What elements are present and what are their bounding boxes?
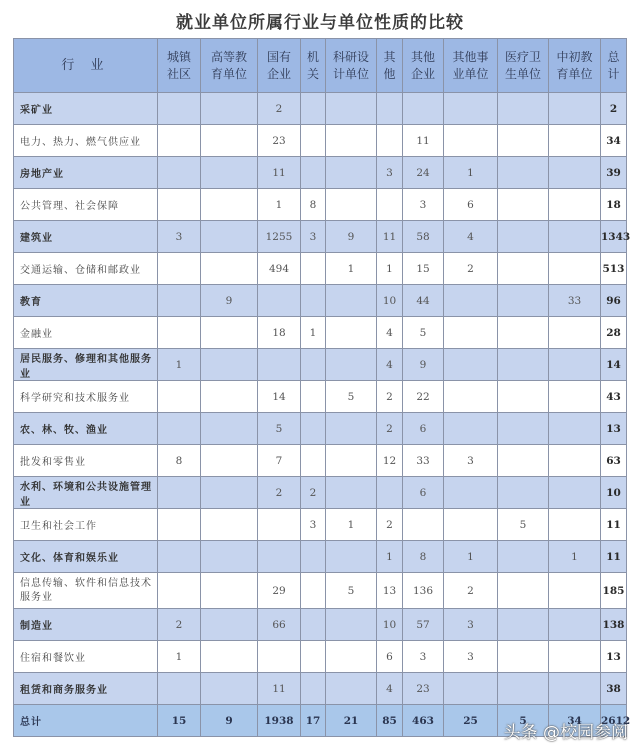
header-label-line: 科研设 — [332, 49, 369, 64]
value-cell: 1 — [377, 541, 403, 573]
value-cell — [444, 317, 498, 349]
value-cell — [301, 445, 326, 477]
header-label-line: 育单位 — [556, 66, 593, 81]
column-total-cell: 1938 — [258, 705, 301, 737]
header-label-line: 高等教 — [210, 49, 247, 64]
value-cell: 1 — [444, 157, 498, 189]
value-cell: 33 — [403, 445, 444, 477]
row-total-cell: 34 — [601, 125, 627, 157]
value-cell — [498, 253, 549, 285]
value-cell — [549, 413, 601, 445]
value-cell: 24 — [403, 157, 444, 189]
column-total-cell: 34 — [549, 705, 601, 737]
value-cell — [158, 93, 201, 125]
value-cell: 5 — [326, 381, 377, 413]
value-cell — [158, 125, 201, 157]
value-cell — [158, 477, 201, 509]
value-cell — [201, 317, 258, 349]
value-cell: 5 — [498, 509, 549, 541]
header-label-line: 总 — [607, 49, 620, 64]
value-cell — [201, 477, 258, 509]
value-cell: 10 — [377, 609, 403, 641]
header-label-line: 计 — [607, 66, 620, 81]
table-row — [14, 221, 627, 253]
value-cell: 3 — [444, 641, 498, 673]
value-cell — [377, 93, 403, 125]
header-label-line: 企业 — [266, 66, 291, 81]
table-row — [14, 189, 627, 221]
value-cell: 2 — [377, 509, 403, 541]
value-cell — [377, 477, 403, 509]
value-cell — [498, 381, 549, 413]
value-cell — [201, 541, 258, 573]
value-cell — [301, 381, 326, 413]
table-row — [14, 381, 627, 413]
value-cell: 10 — [377, 285, 403, 317]
value-cell: 3 — [377, 157, 403, 189]
value-cell — [326, 157, 377, 189]
value-cell — [549, 477, 601, 509]
header-label-line: 医疗卫 — [504, 49, 541, 64]
value-cell — [498, 641, 549, 673]
value-cell: 9 — [326, 221, 377, 253]
value-cell — [258, 641, 301, 673]
value-cell — [377, 189, 403, 221]
value-cell — [201, 157, 258, 189]
value-cell — [549, 609, 601, 641]
value-cell — [326, 673, 377, 705]
value-cell — [549, 221, 601, 253]
value-cell — [301, 157, 326, 189]
value-cell — [326, 125, 377, 157]
value-cell — [258, 349, 301, 381]
value-cell — [201, 509, 258, 541]
value-cell — [444, 93, 498, 125]
industry-name-cell: 租赁和商务服务业 — [14, 673, 158, 705]
value-cell: 5 — [258, 413, 301, 445]
value-cell — [201, 609, 258, 641]
column-total-cell: 2612 — [601, 705, 627, 737]
table-row — [14, 317, 627, 349]
value-cell — [444, 381, 498, 413]
value-cell — [201, 573, 258, 609]
value-cell — [549, 445, 601, 477]
column-header — [201, 39, 258, 93]
value-cell: 3 — [403, 641, 444, 673]
value-cell: 2 — [377, 413, 403, 445]
table-row — [14, 285, 627, 317]
value-cell: 66 — [258, 609, 301, 641]
value-cell: 29 — [258, 573, 301, 609]
value-cell — [301, 125, 326, 157]
value-cell: 3 — [158, 221, 201, 253]
value-cell — [444, 125, 498, 157]
value-cell — [326, 641, 377, 673]
value-cell — [498, 189, 549, 221]
table-row — [14, 573, 627, 609]
header-label-line: 生单位 — [504, 66, 541, 81]
value-cell: 23 — [258, 125, 301, 157]
value-cell — [549, 317, 601, 349]
value-cell — [549, 125, 601, 157]
row-total-cell: 13 — [601, 413, 627, 445]
value-cell: 2 — [258, 477, 301, 509]
value-cell — [158, 381, 201, 413]
row-total-cell: 43 — [601, 381, 627, 413]
column-header — [403, 39, 444, 93]
column-header — [258, 39, 301, 93]
value-cell — [258, 285, 301, 317]
row-total-cell: 10 — [601, 477, 627, 509]
value-cell: 494 — [258, 253, 301, 285]
value-cell: 1 — [258, 189, 301, 221]
industry-name-cell: 农、林、牧、渔业 — [14, 413, 158, 445]
value-cell: 8 — [158, 445, 201, 477]
value-cell — [444, 673, 498, 705]
header-label-line: 其他事 — [452, 49, 489, 64]
value-cell — [444, 285, 498, 317]
value-cell: 6 — [403, 413, 444, 445]
value-cell — [498, 125, 549, 157]
value-cell — [549, 93, 601, 125]
industry-name-cell: 信息传输、软件和信息技术服务业 — [14, 573, 158, 609]
value-cell: 1 — [326, 253, 377, 285]
value-cell — [326, 541, 377, 573]
value-cell: 5 — [326, 573, 377, 609]
value-cell — [444, 477, 498, 509]
value-cell — [201, 93, 258, 125]
value-cell: 6 — [403, 477, 444, 509]
total-label-cell: 总计 — [14, 705, 158, 737]
row-total-cell: 138 — [601, 609, 627, 641]
value-cell — [498, 477, 549, 509]
header-label-line: 育单位 — [210, 66, 247, 81]
row-total-cell: 13 — [601, 641, 627, 673]
value-cell — [201, 641, 258, 673]
value-cell: 2 — [258, 93, 301, 125]
value-cell — [326, 317, 377, 349]
header-label-line: 关 — [306, 66, 319, 81]
header-label-line: 中初教 — [556, 49, 593, 64]
column-total-cell: 85 — [377, 705, 403, 737]
column-header — [601, 39, 627, 93]
value-cell — [549, 573, 601, 609]
table-row — [14, 541, 627, 573]
header-label-line: 其他 — [410, 49, 435, 64]
value-cell: 4 — [377, 317, 403, 349]
value-cell: 136 — [403, 573, 444, 609]
value-cell — [498, 157, 549, 189]
value-cell — [326, 477, 377, 509]
value-cell — [444, 413, 498, 445]
value-cell — [498, 221, 549, 253]
value-cell: 9 — [201, 285, 258, 317]
header-label-line: 城镇 — [166, 49, 191, 64]
column-header — [301, 39, 326, 93]
table-row — [14, 125, 627, 157]
value-cell — [498, 349, 549, 381]
row-total-cell: 63 — [601, 445, 627, 477]
table-row — [14, 673, 627, 705]
column-header — [377, 39, 403, 93]
value-cell — [201, 125, 258, 157]
industry-name-cell: 文化、体育和娱乐业 — [14, 541, 158, 573]
column-header — [326, 39, 377, 93]
value-cell: 8 — [403, 541, 444, 573]
column-total-cell: 25 — [444, 705, 498, 737]
table-row — [14, 609, 627, 641]
column-total-cell: 21 — [326, 705, 377, 737]
industry-name-cell: 教育 — [14, 285, 158, 317]
value-cell — [326, 93, 377, 125]
value-cell — [498, 285, 549, 317]
header-label-line: 国有 — [266, 49, 291, 64]
value-cell — [201, 221, 258, 253]
value-cell — [326, 189, 377, 221]
table-title: 就业单位所属行业与单位性质的比较 — [176, 13, 464, 33]
value-cell — [258, 541, 301, 573]
value-cell: 58 — [403, 221, 444, 253]
table-row — [14, 349, 627, 381]
industry-name-cell: 建筑业 — [14, 221, 158, 253]
column-total-cell: 17 — [301, 705, 326, 737]
value-cell: 22 — [403, 381, 444, 413]
value-cell: 33 — [549, 285, 601, 317]
value-cell — [158, 509, 201, 541]
value-cell: 18 — [258, 317, 301, 349]
value-cell: 44 — [403, 285, 444, 317]
value-cell: 14 — [258, 381, 301, 413]
industry-name-cell: 公共管理、社会保障 — [14, 189, 158, 221]
table-row — [14, 253, 627, 285]
value-cell — [549, 189, 601, 221]
table-row — [14, 641, 627, 673]
value-cell — [158, 157, 201, 189]
column-total-cell: 15 — [158, 705, 201, 737]
value-cell: 2 — [301, 477, 326, 509]
value-cell — [301, 253, 326, 285]
value-cell: 12 — [377, 445, 403, 477]
value-cell — [201, 413, 258, 445]
industry-name-cell: 电力、热力、燃气供应业 — [14, 125, 158, 157]
value-cell — [158, 413, 201, 445]
header-label-line: 企业 — [410, 66, 435, 81]
value-cell: 3 — [444, 445, 498, 477]
row-total-cell: 185 — [601, 573, 627, 609]
value-cell — [301, 609, 326, 641]
row-total-cell: 28 — [601, 317, 627, 349]
value-cell: 5 — [403, 317, 444, 349]
value-cell: 2 — [444, 253, 498, 285]
industry-name-cell: 制造业 — [14, 609, 158, 641]
header-label-line: 其 — [383, 49, 396, 64]
value-cell: 4 — [444, 221, 498, 253]
table-row — [14, 413, 627, 445]
column-header — [549, 39, 601, 93]
value-cell: 11 — [377, 221, 403, 253]
value-cell: 23 — [403, 673, 444, 705]
row-total-cell: 18 — [601, 189, 627, 221]
value-cell: 57 — [403, 609, 444, 641]
value-cell: 1 — [158, 349, 201, 381]
value-cell — [498, 317, 549, 349]
value-cell — [301, 413, 326, 445]
column-total-cell: 9 — [201, 705, 258, 737]
value-cell — [301, 349, 326, 381]
value-cell — [158, 285, 201, 317]
value-cell — [158, 673, 201, 705]
value-cell: 1255 — [258, 221, 301, 253]
value-cell: 7 — [258, 445, 301, 477]
value-cell — [549, 509, 601, 541]
value-cell — [498, 573, 549, 609]
value-cell — [549, 381, 601, 413]
watermark: 头条 @校园参阅 — [503, 723, 628, 743]
industry-name-cell: 采矿业 — [14, 93, 158, 125]
value-cell: 3 — [301, 509, 326, 541]
value-cell — [498, 413, 549, 445]
industry-name-cell: 批发和零售业 — [14, 445, 158, 477]
value-cell — [549, 641, 601, 673]
row-total-cell: 11 — [601, 509, 627, 541]
value-cell: 4 — [377, 349, 403, 381]
column-total-cell: 463 — [403, 705, 444, 737]
value-cell: 15 — [403, 253, 444, 285]
value-cell — [549, 253, 601, 285]
value-cell: 1 — [549, 541, 601, 573]
value-cell: 3 — [301, 221, 326, 253]
value-cell — [301, 285, 326, 317]
industry-name-cell: 金融业 — [14, 317, 158, 349]
value-cell — [498, 541, 549, 573]
table-row — [14, 93, 627, 125]
industry-name-cell: 住宿和餐饮业 — [14, 641, 158, 673]
value-cell — [258, 509, 301, 541]
value-cell — [444, 509, 498, 541]
row-total-cell: 11 — [601, 541, 627, 573]
row-total-cell: 513 — [601, 253, 627, 285]
value-cell: 2 — [444, 573, 498, 609]
value-cell: 2 — [158, 609, 201, 641]
industry-name-cell: 居民服务、修理和其他服务业 — [14, 349, 158, 381]
value-cell — [158, 317, 201, 349]
value-cell — [498, 609, 549, 641]
value-cell — [201, 189, 258, 221]
industry-name-cell: 交通运输、仓储和邮政业 — [14, 253, 158, 285]
value-cell — [301, 673, 326, 705]
value-cell — [201, 381, 258, 413]
value-cell — [201, 349, 258, 381]
value-cell — [301, 541, 326, 573]
value-cell: 6 — [377, 641, 403, 673]
value-cell — [201, 673, 258, 705]
value-cell: 1 — [377, 253, 403, 285]
table-row — [14, 509, 627, 541]
table-row — [14, 157, 627, 189]
value-cell: 2 — [377, 381, 403, 413]
industry-name-cell: 科学研究和技术服务业 — [14, 381, 158, 413]
header-label-line: 他 — [383, 66, 396, 81]
value-cell — [549, 349, 601, 381]
value-cell — [549, 673, 601, 705]
value-cell: 11 — [403, 125, 444, 157]
industry-name-cell: 水利、环境和公共设施管理业 — [14, 477, 158, 509]
header-label-line: 社区 — [166, 66, 191, 81]
header-row — [14, 39, 627, 93]
value-cell — [201, 445, 258, 477]
value-cell — [326, 609, 377, 641]
value-cell — [326, 413, 377, 445]
row-total-cell: 14 — [601, 349, 627, 381]
row-total-cell: 38 — [601, 673, 627, 705]
value-cell: 13 — [377, 573, 403, 609]
value-cell: 1 — [326, 509, 377, 541]
value-cell: 1 — [301, 317, 326, 349]
value-cell — [403, 93, 444, 125]
value-cell — [158, 253, 201, 285]
table-body — [14, 93, 631, 737]
value-cell — [301, 93, 326, 125]
value-cell — [158, 189, 201, 221]
value-cell — [444, 349, 498, 381]
industry-name-cell: 卫生和社会工作 — [14, 509, 158, 541]
column-header — [444, 39, 498, 93]
row-total-cell: 96 — [601, 285, 627, 317]
industry-name-cell: 房地产业 — [14, 157, 158, 189]
column-total-cell: 5 — [498, 705, 549, 737]
value-cell: 3 — [403, 189, 444, 221]
value-cell: 1 — [158, 641, 201, 673]
value-cell: 8 — [301, 189, 326, 221]
column-header — [498, 39, 549, 93]
header-label-line: 业单位 — [452, 66, 489, 81]
value-cell — [326, 349, 377, 381]
row-total-cell: 2 — [601, 93, 627, 125]
value-cell: 1 — [444, 541, 498, 573]
value-cell — [498, 445, 549, 477]
value-cell — [301, 641, 326, 673]
value-cell — [326, 285, 377, 317]
value-cell — [301, 573, 326, 609]
column-header — [158, 39, 201, 93]
header-label-line: 计单位 — [332, 66, 369, 81]
value-cell: 11 — [258, 673, 301, 705]
value-cell: 9 — [403, 349, 444, 381]
industry-comparison-table — [13, 38, 631, 737]
table-row — [14, 445, 627, 477]
row-total-cell: 1343 — [601, 221, 627, 253]
value-cell — [158, 541, 201, 573]
row-total-cell: 39 — [601, 157, 627, 189]
value-cell — [326, 445, 377, 477]
value-cell: 4 — [377, 673, 403, 705]
table-row — [14, 477, 627, 509]
value-cell — [377, 125, 403, 157]
value-cell: 11 — [258, 157, 301, 189]
value-cell: 3 — [444, 609, 498, 641]
value-cell — [549, 157, 601, 189]
value-cell — [201, 253, 258, 285]
value-cell — [498, 673, 549, 705]
header-label-line: 行 业 — [61, 58, 110, 73]
value-cell — [158, 573, 201, 609]
value-cell — [498, 93, 549, 125]
header-label-line: 机 — [306, 49, 319, 64]
column-header-industry — [14, 39, 158, 93]
value-cell — [403, 509, 444, 541]
value-cell: 6 — [444, 189, 498, 221]
